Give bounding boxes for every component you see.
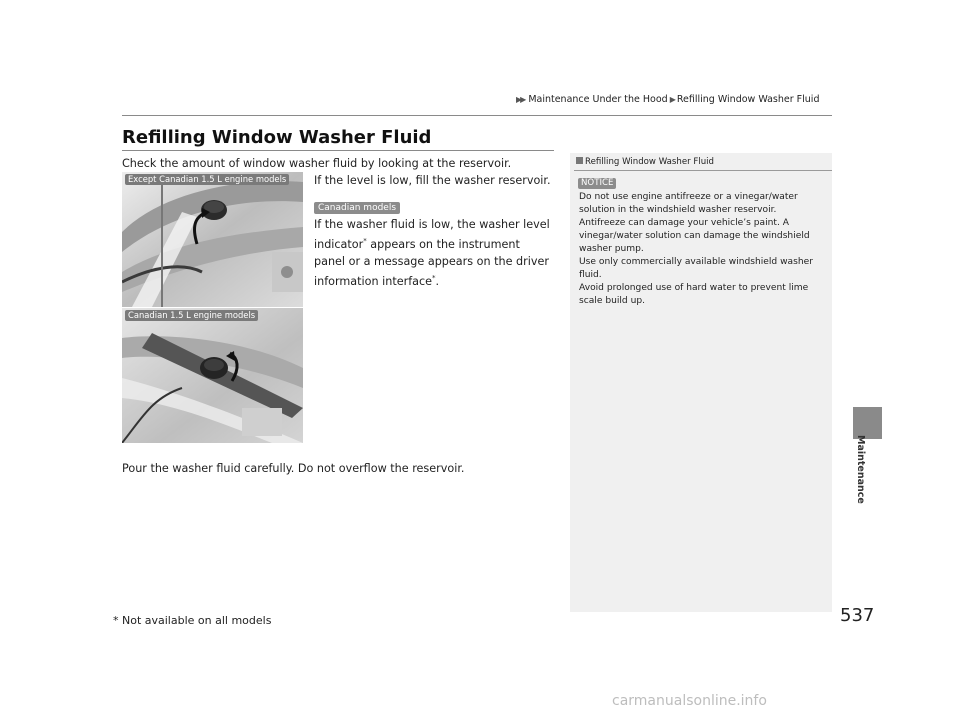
breadcrumb-arrow-icon: ▶▶: [516, 95, 525, 104]
reservoir-photo-top: [122, 172, 303, 307]
sidebar-heading: Refilling Window Washer Fluid: [576, 157, 714, 167]
reservoir-photo-bottom-illustration: [122, 308, 303, 443]
footnote-marker[interactable]: *: [363, 237, 367, 245]
header-rule: [122, 115, 832, 116]
figure-label-bottom: Canadian 1.5 L engine models: [125, 310, 258, 321]
canadian-instruction: If the washer fluid is low, the washer level indicator* appears on the instrument panel or a message appears on the driver information interface*.: [314, 218, 550, 288]
footnote-marker[interactable]: *: [432, 274, 436, 282]
sidebar-line: scale build up.: [579, 296, 646, 306]
chapter-label: Maintenance: [855, 435, 866, 504]
page-title: Refilling Window Washer Fluid: [122, 127, 432, 148]
watermark: carmanualsonline.info: [612, 693, 767, 709]
breadcrumb-arrow-icon: ▶: [669, 95, 674, 104]
reference-marker-icon: [576, 157, 583, 164]
sidebar-line: Antifreeze can damage your vehicle’s paint. A: [579, 218, 789, 228]
sidebar-line: vinegar/water solution can damage the windshield: [579, 231, 810, 241]
fill-instruction: If the level is low, fill the washer reservoir.: [314, 174, 551, 187]
pour-instruction: Pour the washer fluid carefully. Do not overflow the reservoir.: [122, 462, 465, 475]
sidebar-line: washer pump.: [579, 244, 644, 254]
sidebar-line: Use only commercially available windshield washer: [579, 257, 813, 267]
page-number: 537: [840, 605, 875, 626]
sidebar-line: Avoid prolonged use of hard water to prevent lime: [579, 283, 809, 293]
sidebar-line: Do not use engine antifreeze or a vinegar/water: [579, 192, 798, 202]
sidebar-line: fluid.: [579, 270, 602, 280]
reservoir-photo-top-illustration: [122, 172, 303, 307]
footnote: * Not available on all models: [113, 614, 272, 627]
breadcrumb-item-2[interactable]: Refilling Window Washer Fluid: [676, 94, 820, 105]
notice-badge: NOTICE: [578, 178, 616, 189]
figure-label-top: Except Canadian 1.5 L engine models: [125, 174, 289, 185]
breadcrumb-item-1[interactable]: Maintenance Under the Hood: [528, 94, 668, 105]
intro-text: Check the amount of window washer fluid by looking at the reservoir.: [122, 157, 512, 170]
sidebar-text: [579, 191, 825, 308]
breadcrumb: [516, 94, 819, 105]
canadian-models-tag: Canadian models: [314, 202, 400, 214]
title-rule: [122, 150, 554, 151]
reservoir-photo-bottom: [122, 307, 303, 443]
sidebar-line: solution in the windshield washer reservoir.: [579, 205, 777, 215]
sidebar-rule: [574, 170, 832, 171]
